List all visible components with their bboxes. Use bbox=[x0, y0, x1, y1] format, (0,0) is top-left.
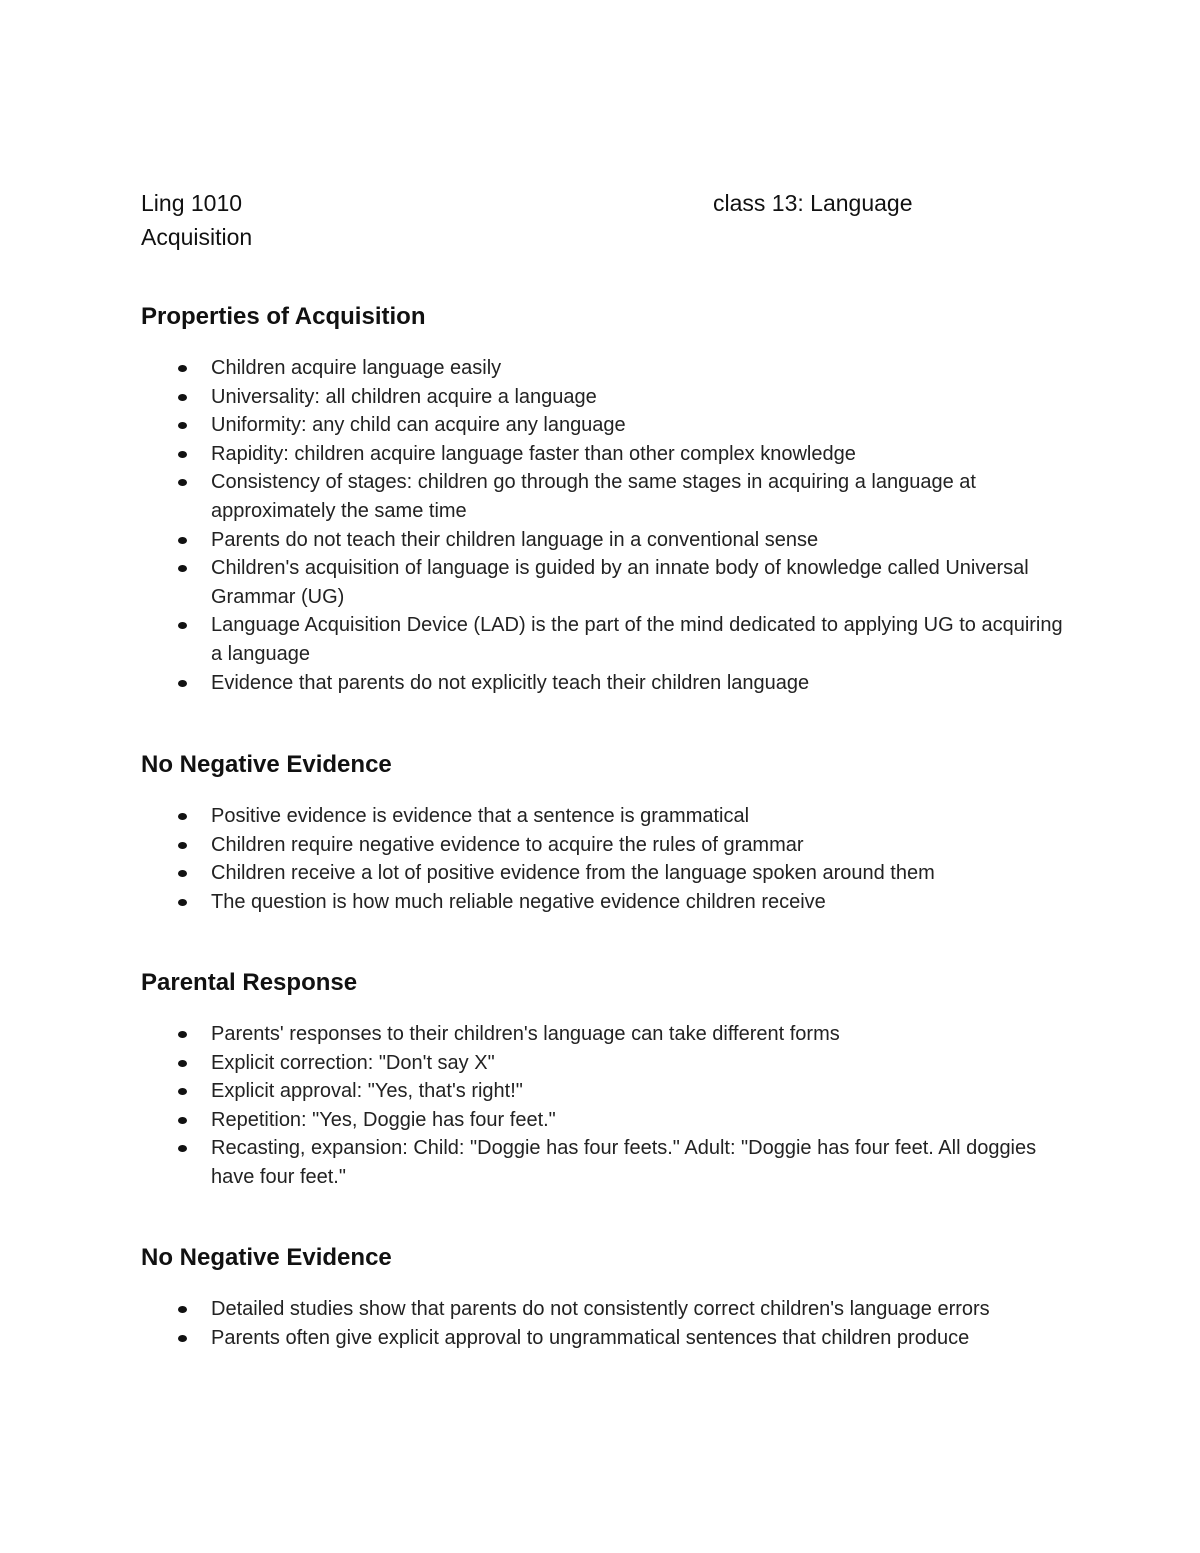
list-item-text: Recasting, expansion: Child: "Doggie has four feets." Adult: "Doggie has four feet. All doggies have four feet." bbox=[211, 1137, 1037, 1188]
section-parental-response bbox=[141, 966, 1071, 1192]
list-item bbox=[141, 354, 1071, 383]
bullet-icon bbox=[178, 565, 187, 572]
bullet-icon bbox=[178, 622, 187, 629]
bullet-list bbox=[141, 1295, 1071, 1352]
list-item bbox=[141, 802, 1071, 831]
list-item bbox=[141, 669, 1071, 698]
list-item bbox=[141, 1295, 1071, 1324]
list-item bbox=[141, 1049, 1071, 1078]
list-item-text: Children acquire language easily bbox=[211, 357, 502, 379]
course-name: Ling 1010 bbox=[141, 190, 243, 216]
section-heading: Parental Response bbox=[141, 969, 358, 996]
list-item-text: Children's acquisition of language is guided by an innate body of knowledge called Universal Grammar (UG) bbox=[211, 557, 1029, 608]
bullet-icon bbox=[178, 1117, 187, 1124]
bullet-icon bbox=[178, 1306, 187, 1313]
list-item-text: Rapidity: children acquire language faster than other complex knowledge bbox=[211, 442, 856, 465]
list-item bbox=[141, 411, 1071, 440]
list-item bbox=[141, 888, 1071, 917]
bullet-icon bbox=[178, 537, 187, 544]
list-item bbox=[141, 383, 1071, 412]
section-heading: Properties of Acquisition bbox=[141, 303, 426, 330]
list-item-text: Explicit correction: "Don't say X" bbox=[211, 1051, 495, 1074]
bullet-icon bbox=[178, 899, 187, 906]
list-item-text: Detailed studies show that parents do not consistently correct children's language errors bbox=[211, 1298, 990, 1320]
list-item bbox=[141, 611, 1071, 668]
list-item bbox=[141, 468, 1071, 525]
list-item-text: Parents do not teach their children language in a conventional sense bbox=[211, 528, 819, 551]
section-heading: No Negative Evidence bbox=[141, 1244, 392, 1271]
bullet-icon bbox=[178, 365, 187, 372]
bullet-icon bbox=[178, 1031, 187, 1038]
list-item-text: Universality: all children acquire a language bbox=[211, 385, 597, 408]
bullet-icon bbox=[178, 870, 187, 877]
list-item bbox=[141, 554, 1071, 611]
bullet-icon bbox=[178, 680, 187, 687]
list-item-text: Evidence that parents do not explicitly teach their children language bbox=[211, 671, 810, 694]
list-item bbox=[141, 440, 1071, 469]
bullet-icon bbox=[178, 1335, 187, 1342]
list-item bbox=[141, 1106, 1071, 1135]
list-item-text: Consistency of stages: children go through the same stages in acquiring a language at approximately the same time bbox=[211, 471, 976, 522]
bullet-icon bbox=[178, 1060, 187, 1067]
list-item-text: Parents often give explicit approval to ungrammatical sentences that children produce bbox=[211, 1326, 970, 1349]
list-item-text: Children require negative evidence to acquire the rules of grammar bbox=[211, 833, 804, 856]
list-item-text: Parents' responses to their children's language can take different forms bbox=[211, 1023, 840, 1045]
list-item bbox=[141, 1077, 1071, 1106]
list-item-text: Repetition: "Yes, Doggie has four feet." bbox=[211, 1108, 556, 1131]
list-item-text: Children receive a lot of positive evidence from the language spoken around them bbox=[211, 862, 935, 885]
bullet-icon bbox=[178, 1145, 187, 1152]
section-properties-of-acquisition bbox=[141, 300, 1071, 697]
bullet-icon bbox=[178, 479, 187, 486]
bullet-icon bbox=[178, 842, 187, 849]
list-item bbox=[141, 526, 1071, 555]
list-item-text: Language Acquisition Device (LAD) is the part of the mind dedicated to applying UG to acquiring a language bbox=[211, 614, 1063, 665]
bullet-icon bbox=[178, 1088, 187, 1095]
class-title-continuation: Acquisition bbox=[141, 224, 253, 250]
list-item bbox=[141, 1134, 1071, 1191]
section-heading: No Negative Evidence bbox=[141, 751, 392, 778]
bullet-icon bbox=[178, 451, 187, 458]
section-no-negative-evidence bbox=[141, 748, 1071, 916]
class-title: class 13: Language bbox=[713, 190, 913, 216]
section-no-negative-evidence-2 bbox=[141, 1241, 1071, 1352]
list-item bbox=[141, 1020, 1071, 1049]
bullet-list bbox=[141, 802, 1071, 916]
list-item bbox=[141, 831, 1071, 860]
bullet-list bbox=[141, 354, 1071, 697]
list-item-text: Positive evidence is evidence that a sentence is grammatical bbox=[211, 805, 750, 827]
list-item-text: Explicit approval: "Yes, that's right!" bbox=[211, 1080, 523, 1103]
list-item bbox=[141, 859, 1071, 888]
bullet-list bbox=[141, 1020, 1071, 1192]
list-item-text: Uniformity: any child can acquire any language bbox=[211, 414, 626, 437]
bullet-icon bbox=[178, 394, 187, 401]
bullet-icon bbox=[178, 813, 187, 820]
list-item-text: The question is how much reliable negative evidence children receive bbox=[211, 890, 826, 913]
list-item bbox=[141, 1324, 1071, 1353]
bullet-icon bbox=[178, 422, 187, 429]
